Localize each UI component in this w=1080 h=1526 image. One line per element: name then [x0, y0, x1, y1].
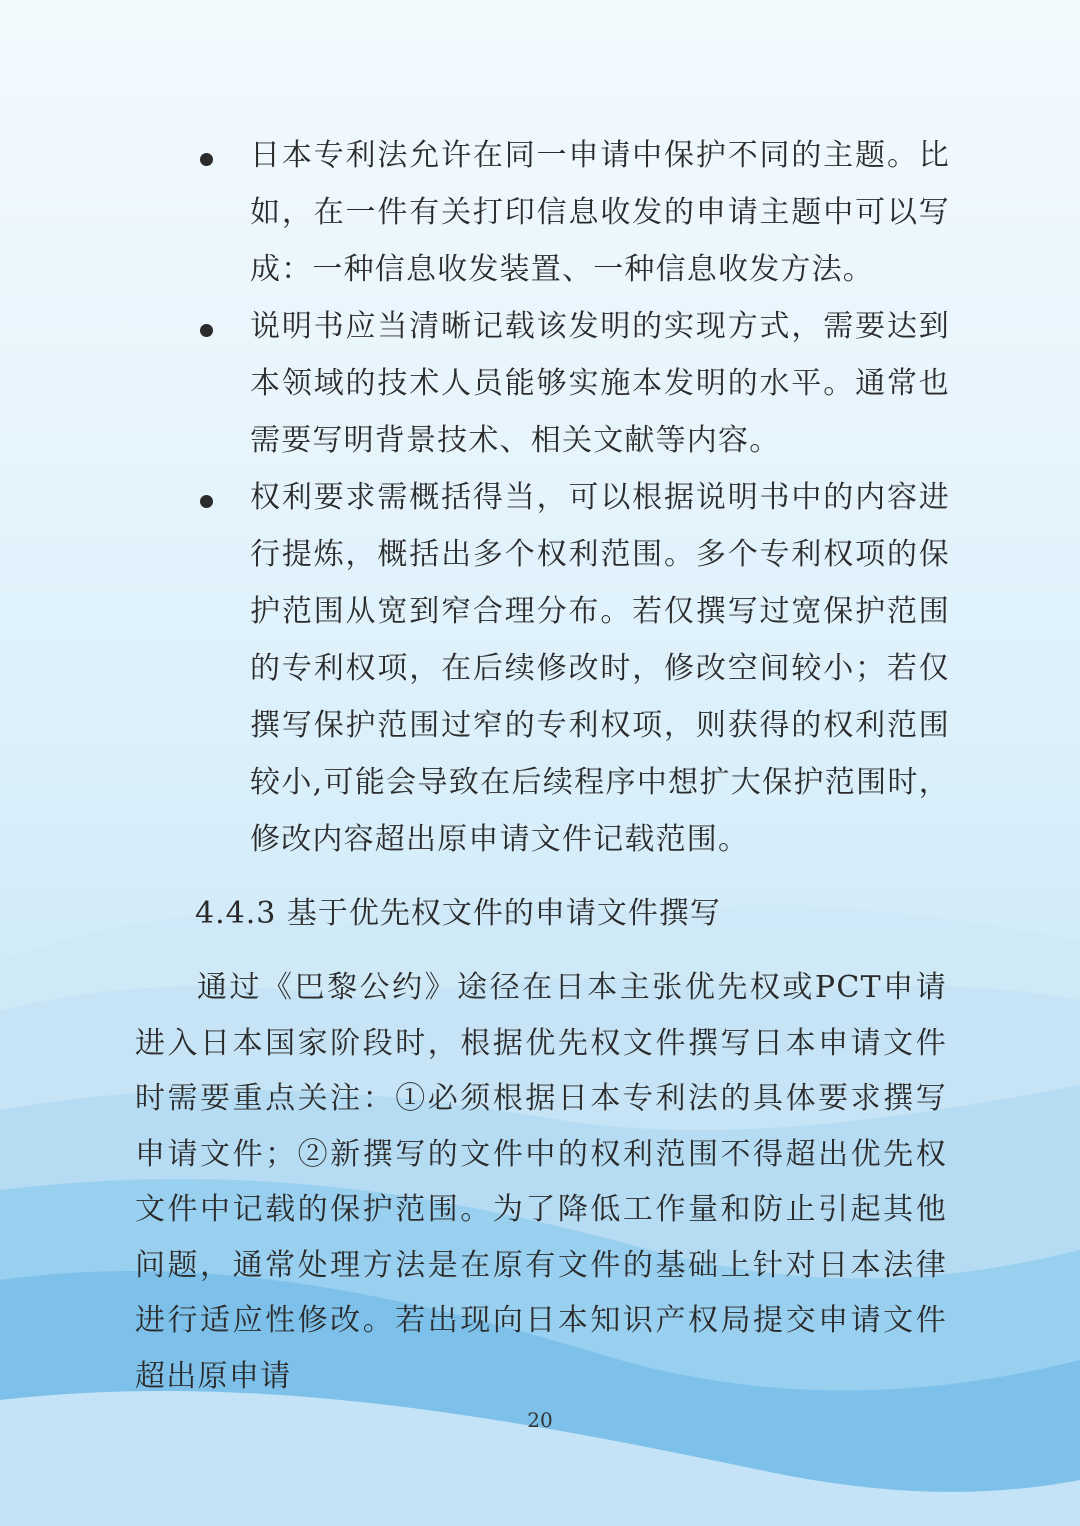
- bullet-list: [195, 127, 950, 868]
- bullet-text: 说明书应当清晰记载该发明的实现方式，需要达到本领域的技术人员能够实施本发明的水平。通常也需要写明背景技术、相关文献等内容。: [250, 309, 950, 458]
- bullet-item: [195, 469, 950, 868]
- bullet-item: [195, 298, 950, 469]
- bullet-dot-icon: [200, 324, 213, 337]
- bullet-dot-icon: [200, 495, 213, 508]
- bullet-item: [195, 127, 950, 298]
- section-heading: 4.4.3 基于优先权文件的申请文件撰写: [195, 896, 721, 931]
- page-number: 20: [527, 1408, 553, 1432]
- bullet-text: 权利要求需概括得当，可以根据说明书中的内容进行提炼，概括出多个权利范围。多个专利权项的保护范围从宽到窄合理分布。若仅撰写过宽保护范围的专利权项，在后续修改时，修改空间较小；若仅撰写保护范围过窄的专利权项，则获得的权利范围较小,可能会导致在后续程序中想扩大保护范围时，修改内容超出原申请文件记载范围。: [250, 480, 950, 857]
- bullet-dot-icon: [200, 153, 213, 166]
- bullet-text: 日本专利法允许在同一申请中保护不同的主题。比如，在一件有关打印信息收发的申请主题中可以写成：一种信息收发装置、一种信息收发方法。: [250, 138, 950, 287]
- body-paragraph: 通过《巴黎公约》途径在日本主张优先权或PCT申请进入日本国家阶段时，根据优先权文件撰写日本申请文件时需要重点关注：①必须根据日本专利法的具体要求撰写申请文件；②新撰写的文件中的权利范围不得超出优先权文件中记载的保护范围。为了降低工作量和防止引起其他问题，通常处理方法是在原有文件的基础上针对日本法律进行适应性修改。若出现向日本知识产权局提交申请文件超出原申请: [135, 970, 947, 1394]
